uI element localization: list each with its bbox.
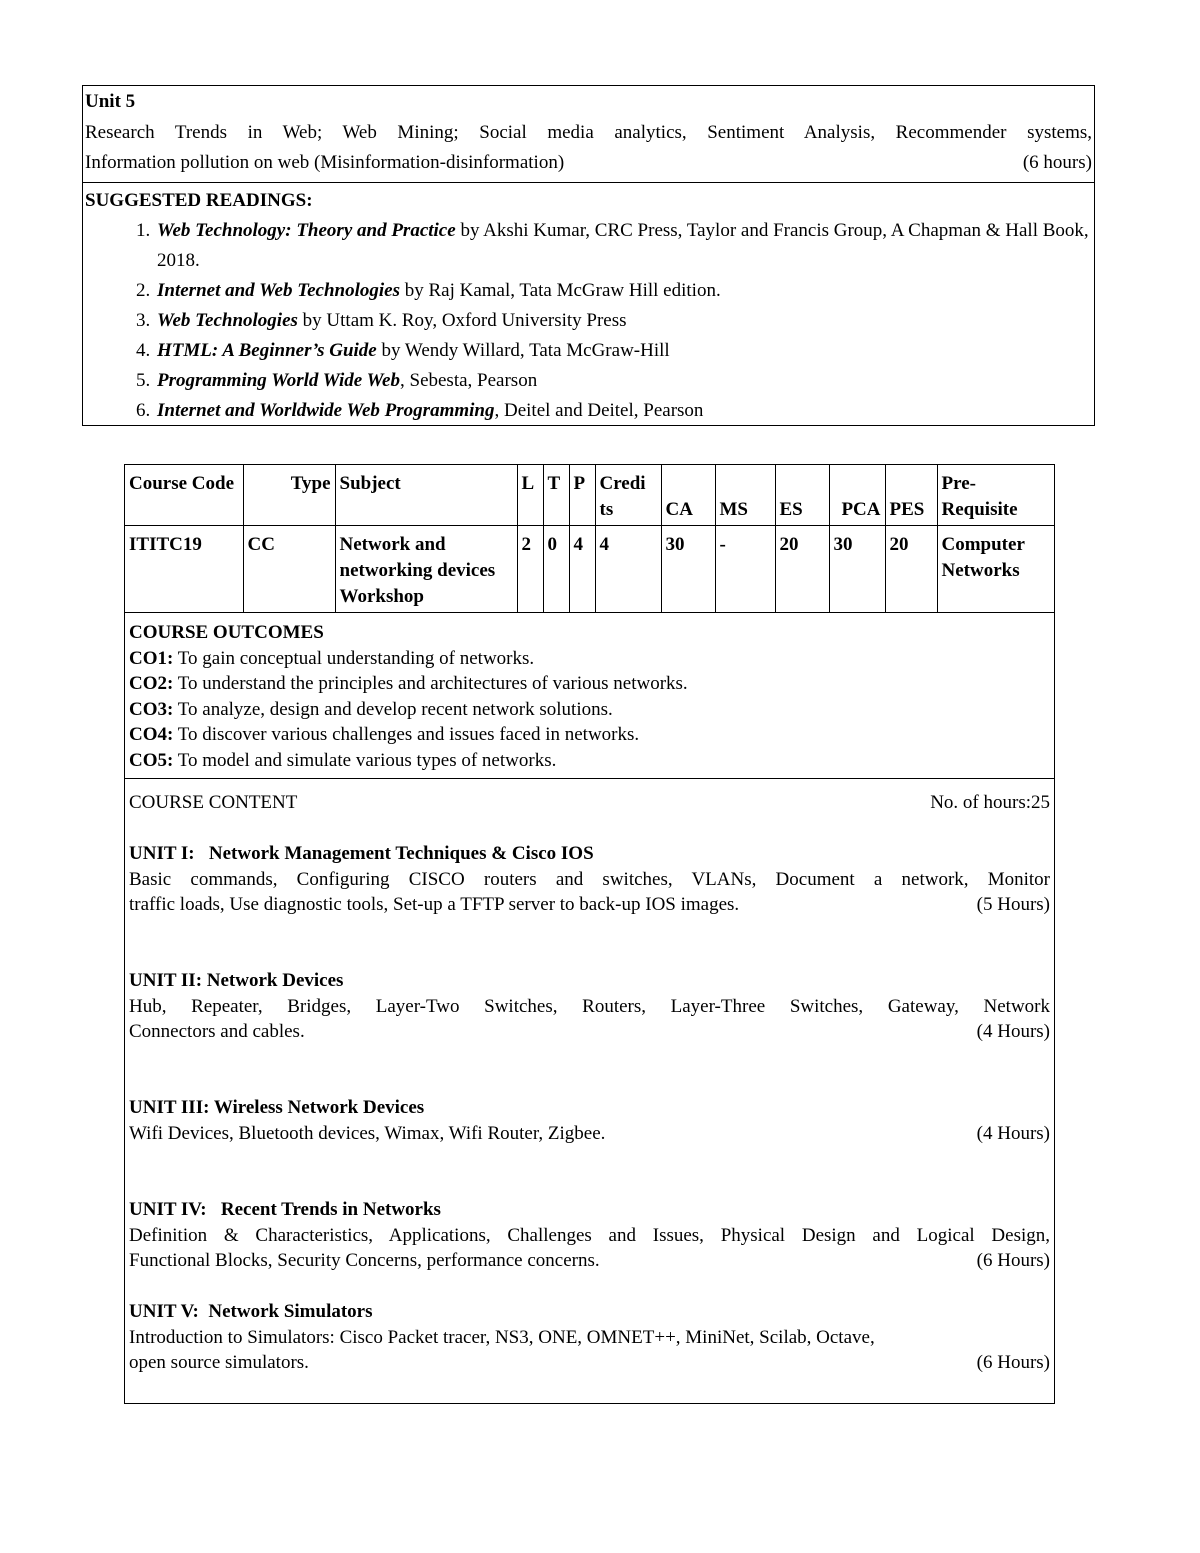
unit-hours: (5 Hours) [976,894,1050,915]
course-outcomes [129,620,1050,773]
reading-item [155,276,1092,306]
table-cell: 20 [775,526,829,613]
unit-line1: Definition & Characteristics, Applications, Challenges and Issues, Physical Design and Logical Design, [129,1224,1050,1246]
unit-line2: Wifi Devices, Bluetooth devices, Wimax, Wifi Router, Zigbee. [129,1122,606,1144]
table-cell: 30 [829,526,885,613]
outcome-code: CO4: [129,724,174,745]
unit-block [129,1299,1050,1376]
reading-details: by Uttam K. Roy, Oxford University Press [297,310,627,331]
reading-item [155,396,1092,426]
header-cell: Pre-Requisite [937,465,1054,526]
outcome-text: To discover various challenges and issues faced in networks. [173,724,640,745]
unit-heading: UNIT I: Network Management Techniques & Cisco IOS [129,843,594,864]
header-cell: MS [715,465,775,526]
outcome-item [129,748,1050,774]
table-cell: 30 [661,526,715,613]
unit5-line1: Research Trends in Web; Web Mining; Social media analytics, Sentiment Analysis, Recommender systems, [85,122,1092,143]
outcome-code: CO3: [129,698,174,720]
unit5-body [85,118,1092,178]
outcome-code: CO1: [129,647,174,669]
unit-block [129,841,1050,918]
reading-item [155,306,1092,336]
unit-heading: UNIT II: Network Devices [129,970,344,991]
outcome-item [129,722,1050,748]
outcome-item [129,671,1050,697]
suggested-readings [85,186,1092,426]
unit-line1: Hub, Repeater, Bridges, Layer-Two Switches, Routers, Layer-Three Switches, Gateway, Network [129,995,1050,1017]
table-cell: 4 [569,526,595,613]
header-cell: T [543,465,569,526]
outcome-item [129,646,1050,672]
table-header-row [125,465,1054,526]
divider [125,778,1054,779]
header-cell: CA [661,465,715,526]
reading-book: Programming World Wide Web [157,370,400,391]
unit-line2: open source simulators. [129,1352,309,1373]
unit5-hours: (6 hours) [1022,152,1092,173]
table-row [125,526,1054,613]
unit-line1: Basic commands, Configuring CISCO routers and switches, VLANs, Document a network, Monitor [129,868,1050,890]
content-hours-total: No. of hours:25 [930,792,1050,813]
course-box [124,464,1055,1404]
unit-block [129,1095,1050,1146]
unit-heading: UNIT III: Wireless Network Devices [129,1097,425,1118]
reading-details: , Sebesta, Pearson [400,370,538,391]
readings-title: SUGGESTED READINGS: [85,190,313,211]
unit5-box [82,85,1095,426]
unit-hours: (4 Hours) [976,1122,1050,1144]
table-cell: 20 [885,526,937,613]
header-cell: Course Code [125,465,243,526]
outcome-item [129,697,1050,723]
unit5-title: Unit 5 [85,91,136,112]
unit-block [129,1197,1050,1274]
divider [83,182,1094,183]
outcome-text: To analyze, design and develop recent network solutions. [173,698,613,720]
reading-details: , Deitel and Deitel, Pearson [494,400,704,421]
course-content [129,790,1050,1373]
course-table [125,465,1054,613]
reading-item [155,366,1092,396]
unit-heading: UNIT IV: Recent Trends in Networks [129,1199,441,1220]
outcome-text: To understand the principles and architectures of various networks. [173,673,688,694]
unit-hours: (6 Hours) [976,1352,1050,1373]
reading-book: Internet and Worldwide Web Programming [157,400,495,421]
outcome-code: CO2: [129,673,174,694]
unit-line2: Functional Blocks, Security Concerns, performance concerns. [129,1250,600,1271]
header-cell: Subject [335,465,517,526]
unit-heading: UNIT V: Network Simulators [129,1301,373,1322]
reading-item [155,336,1092,366]
unit-line2: Connectors and cables. [129,1021,305,1042]
outcome-code: CO5: [129,749,174,771]
header-cell: L [517,465,543,526]
outcome-text: To model and simulate various types of networks. [173,749,557,771]
table-cell: 2 [517,526,543,613]
unit5-line2: Information pollution on web (Misinformation-disinformation) [85,152,565,173]
table-cell: Network and networking devices Workshop [335,526,517,613]
header-cell: PES [885,465,937,526]
table-cell: CC [243,526,335,613]
readings-list [85,216,1092,426]
unit-hours: (4 Hours) [976,1021,1050,1042]
unit-line1: Introduction to Simulators: Cisco Packet tracer, NS3, ONE, OMNET++, MiniNet, Scilab, Octave, [129,1326,875,1348]
reading-book: Internet and Web Technologies [157,280,400,301]
unit-block [129,968,1050,1045]
reading-details: by Wendy Willard, Tata McGraw-Hill [376,340,670,361]
unit-hours: (6 Hours) [976,1250,1050,1271]
reading-book: Web Technology: Theory and Practice [157,220,456,241]
table-cell: 0 [543,526,569,613]
unit-line2: traffic loads, Use diagnostic tools, Set-up a TFTP server to back-up IOS images. [129,894,740,915]
reading-details: by Akshi Kumar, CRC Press, Taylor and Francis Group, A Chapman & Hall Book, 2018. [157,220,1089,271]
outcome-text: To gain conceptual understanding of networks. [173,647,535,669]
reading-book: Web Technologies [157,310,298,331]
header-cell: ES [775,465,829,526]
reading-book: HTML: A Beginner’s Guide [157,340,377,361]
content-title: COURSE CONTENT [129,792,298,813]
outcomes-title: COURSE OUTCOMES [129,622,324,643]
reading-details: by Raj Kamal, Tata McGraw Hill edition. [399,280,721,301]
header-cell: PCA [829,465,885,526]
table-cell: 4 [595,526,661,613]
reading-item [155,216,1092,276]
table-cell: - [715,526,775,613]
table-cell: ITITC19 [125,526,243,613]
table-cell: Computer Networks [937,526,1054,613]
header-cell: Type [243,465,335,526]
header-cell: Credi ts [595,465,661,526]
header-cell: P [569,465,595,526]
